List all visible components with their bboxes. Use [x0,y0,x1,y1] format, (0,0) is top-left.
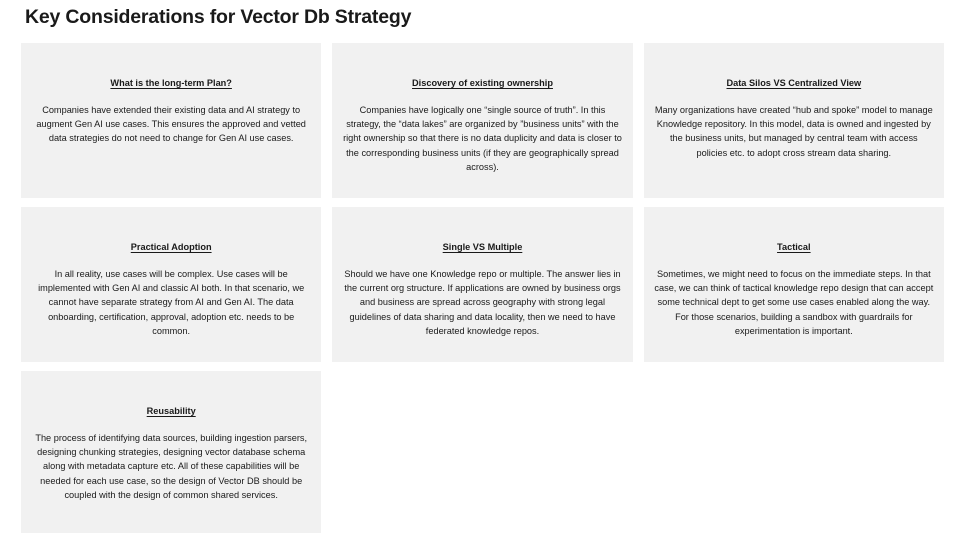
card-heading: Practical Adoption [130,242,212,252]
card-practical-adoption[interactable] [21,207,321,362]
card-tactical[interactable] [644,207,944,362]
card-heading: Reusability [146,406,196,416]
grid-empty-slot [644,371,944,372]
card-body: In all reality, use cases will be complex. Use cases will be implemented with Gen AI and classic AI both. In that scenario, we cannot have separate strategy from AI and Gen AI. The data onboarding, certification, approval, adoption etc. needs to be common. [38,269,305,336]
card-row-1 [21,43,944,198]
card-body: Should we have one Knowledge repo or multiple. The answer lies in the current org structure. If applications are owned by business orgs and business are spread across geography with strong legal guidelines of data sharing and data locality, then we need to have federated knowledge repos. [344,269,621,336]
grid-empty-slot [332,371,632,372]
card-body: Companies have logically one “single source of truth”. In this strategy, the “data lakes” are organized by ”business units” with the right ownership so that there is no data duplicity and data is closer to the corresponding business units (if they are geographically spread across). [343,105,622,172]
page-title: Key Considerations for Vector Db Strategy [25,6,412,28]
card-heading: Single VS Multiple [442,242,523,252]
card-single-vs-multiple[interactable] [332,207,632,362]
card-reusability[interactable] [21,371,321,533]
card-heading: Data Silos VS Centralized View [726,78,862,88]
card-body: Companies have extended their existing data and AI strategy to augment Gen AI use cases. This ensures the approved and vetted data strategies do not need to change for Gen AI use cases. [36,105,306,144]
card-body: Many organizations have created “hub and spoke” model to manage Knowledge repository. In this model, data is owned and ingested by the business units, but managed by central team with access policies etc. to adopt cross stream data sharing. [654,105,933,158]
card-data-silos-vs-centralized-view[interactable] [644,43,944,198]
card-body: The process of identifying data sources, building ingestion parsers, designing chunking strategies, designing vector database schema along with metadata capture etc. All of these capabilities will be needed for each use case, so the design of Vector DB should be coupled with the design of common shared services. [35,433,308,500]
card-heading: Tactical [777,242,811,252]
card-heading: Discovery of existing ownership [412,78,553,88]
card-row-2 [21,207,944,362]
card-heading: What is the long-term Plan? [110,78,232,88]
card-long-term-plan[interactable] [21,43,321,198]
card-body: Sometimes, we might need to focus on the immediate steps. In that case, we can think of tactical knowledge repo design that can accept some technical dept to get some use cases enabled along the way. For those scenarios, building a sandbox with guardrails for experimentation is important. [654,269,934,336]
card-grid [21,43,944,542]
card-row-3 [21,371,944,533]
card-discovery-of-existing-ownership[interactable] [332,43,632,198]
